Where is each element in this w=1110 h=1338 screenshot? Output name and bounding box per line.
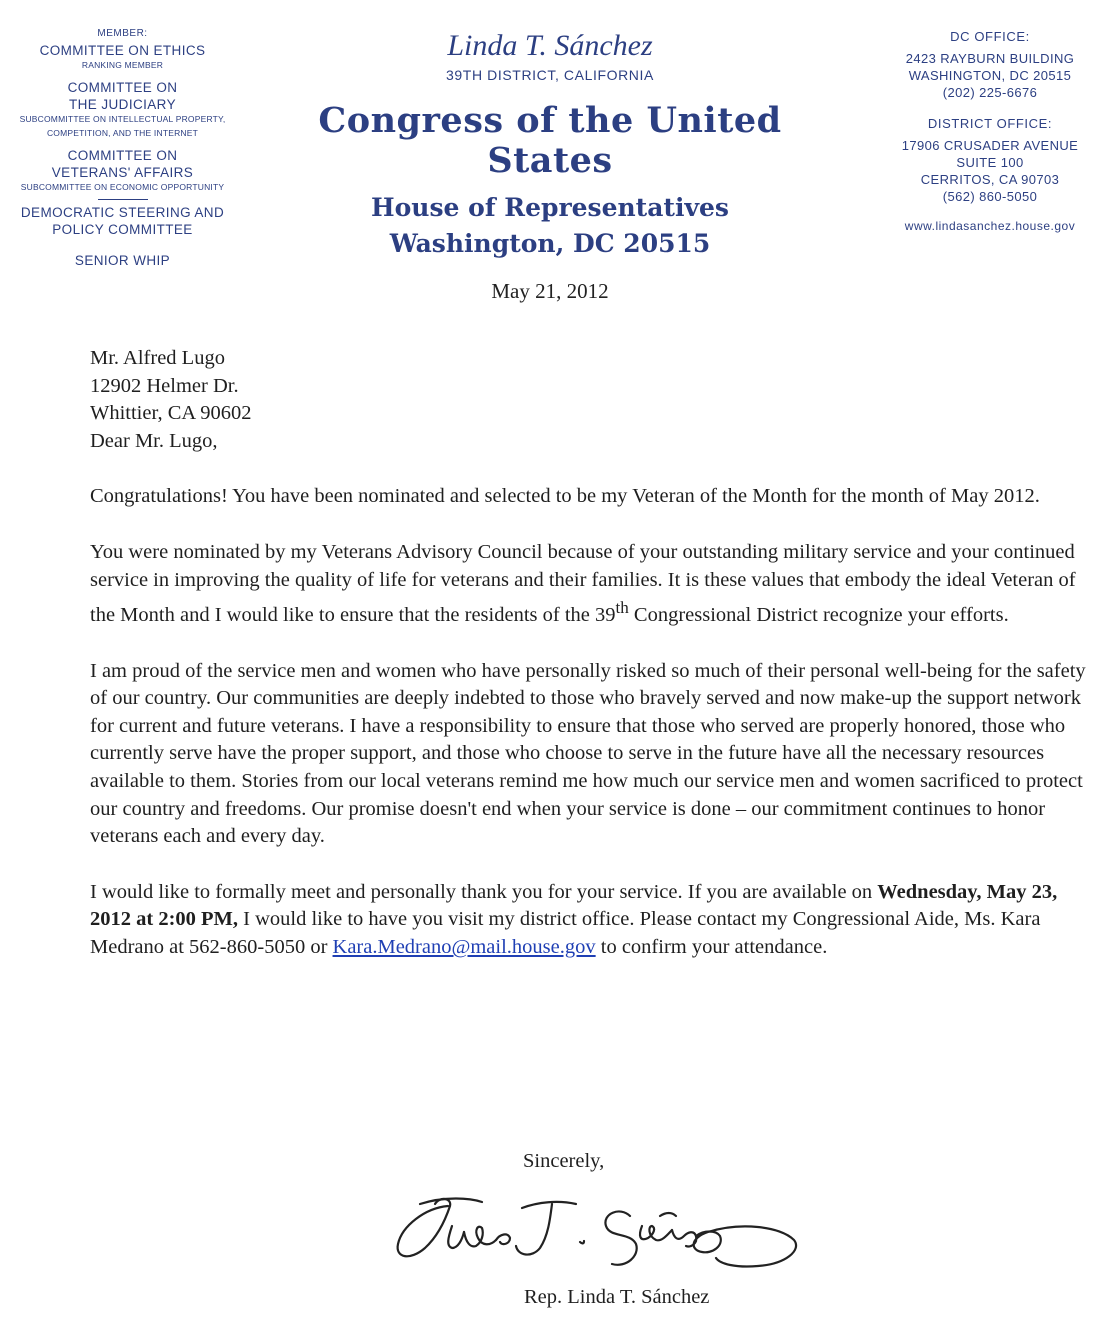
recipient-name: Mr. Alfred Lugo [90, 347, 225, 369]
divider [98, 199, 148, 200]
member-label: MEMBER: [97, 28, 148, 39]
recipient-city: Whittier, CA 90602 [90, 402, 252, 425]
paragraph-2 [90, 539, 1090, 630]
district-label: 39TH DISTRICT, CALIFORNIA [446, 67, 654, 83]
district-office-line1: 17906 CRUSADER AVENUE [901, 138, 1079, 153]
paragraph-2-part-a: You were nominated by my Veterans Advisory Council because of your outstanding military service and your continued service in improving the quality of life for veterans and their families. It is these values that embody the ideal Veteran of the Month and I would like to ensure that the residents of the 39 [90, 540, 1076, 626]
paragraph-3: I am proud of the service men and women who have personally risked so much of their personal well-being for the safety of our country. Our communities are deeply indebted to those who bravely served and now make-up the support network for current and future veterans. I have a responsibility to ensure that those who served are properly honored, those who currently serve have the proper support, and those who choose to serve in the future have all the necessary resources available to them. Stories from our local veterans remind me how much our service men and women sacrificed to protect our country and freedoms. Our promise doesn't end when your service is done – our commitment continues to honor veterans each and every day. [90, 659, 1086, 848]
dc-office-line1: 2423 RAYBURN BUILDING [905, 51, 1075, 66]
subcommittee-ip-line2: COMPETITION, AND THE INTERNET [46, 128, 199, 138]
subcommittee-ip-line1: SUBCOMMITTEE ON INTELLECTUAL PROPERTY, [19, 114, 226, 124]
dc-office-phone: (202) 225-6676 [942, 85, 1038, 100]
paragraph-2-part-b: Congressional District recognize your efforts. [628, 603, 1009, 626]
paragraph-4-part-a: I would like to formally meet and personally thank you for your service. If you are available on [90, 880, 878, 903]
committee-veterans-line1: COMMITTEE ON [67, 148, 178, 163]
washington-title: Washington, DC 20515 [389, 229, 711, 258]
recipient-address [90, 345, 1090, 428]
paragraph-4 [90, 879, 1090, 962]
ranking-member: RANKING MEMBER [81, 60, 164, 70]
dc-office-line2: WASHINGTON, DC 20515 [908, 68, 1072, 83]
district-office-label: DISTRICT OFFICE: [927, 116, 1053, 131]
representative-name: Linda T. Sánchez [447, 29, 653, 62]
paragraph-4-part-b: I would like to have you visit my district office. Please contact my Congressional Aide, Ms. Kara Medrano at 562-860-5050 or [90, 908, 1041, 958]
recipient-street: 12902 Helmer Dr. [90, 374, 239, 397]
letter-date: May 21, 2012 [491, 279, 609, 303]
website-link[interactable]: www.lindasanchez.house.gov [904, 219, 1076, 233]
district-office-line2: SUITE 100 [956, 155, 1024, 170]
house-title: House of Representatives [371, 193, 729, 222]
dc-office-label: DC OFFICE: [950, 29, 1030, 44]
closing: Sincerely, [523, 1150, 605, 1172]
paragraph-1: Congratulations! You have been nominated and selected to be my Veteran of the Month for the month of May 2012. [90, 485, 1040, 508]
district-office-line3: CERRITOS, CA 90703 [920, 172, 1060, 187]
signer-name: Rep. Linda T. Sánchez [524, 1286, 710, 1308]
committees-column [0, 28, 245, 269]
steering-committee-line1: DEMOCRATIC STEERING AND [20, 205, 225, 220]
senior-whip: SENIOR WHIP [74, 253, 171, 268]
ordinal-suffix: th [615, 598, 629, 618]
aide-email-link[interactable]: Kara.Medrano@mail.house.gov [332, 935, 596, 958]
salutation: Dear Mr. Lugo, [90, 429, 218, 452]
district-office-phone: (562) 860-5050 [942, 189, 1038, 204]
committee-ethics: COMMITTEE ON ETHICS [39, 43, 206, 58]
letter-body [90, 345, 1090, 962]
offices-column [870, 28, 1110, 233]
meeting-datetime: Wednesday, May 23, 2012 at 2:00 PM, [90, 880, 1058, 931]
signature-image [390, 1186, 810, 1286]
committee-judiciary-line1: COMMITTEE ON [67, 80, 178, 95]
subcommittee-economic: SUBCOMMITTEE ON ECONOMIC OPPORTUNITY [20, 182, 225, 192]
congress-title: Congress of the United States [318, 100, 782, 181]
committee-judiciary-line2: THE JUDICIARY [69, 97, 176, 112]
paragraph-4-part-c: to confirm your attendance. [595, 935, 828, 958]
steering-committee-line2: POLICY COMMITTEE [52, 222, 193, 237]
letterhead [250, 28, 850, 304]
committee-veterans-line2: VETERANS' AFFAIRS [51, 165, 194, 180]
